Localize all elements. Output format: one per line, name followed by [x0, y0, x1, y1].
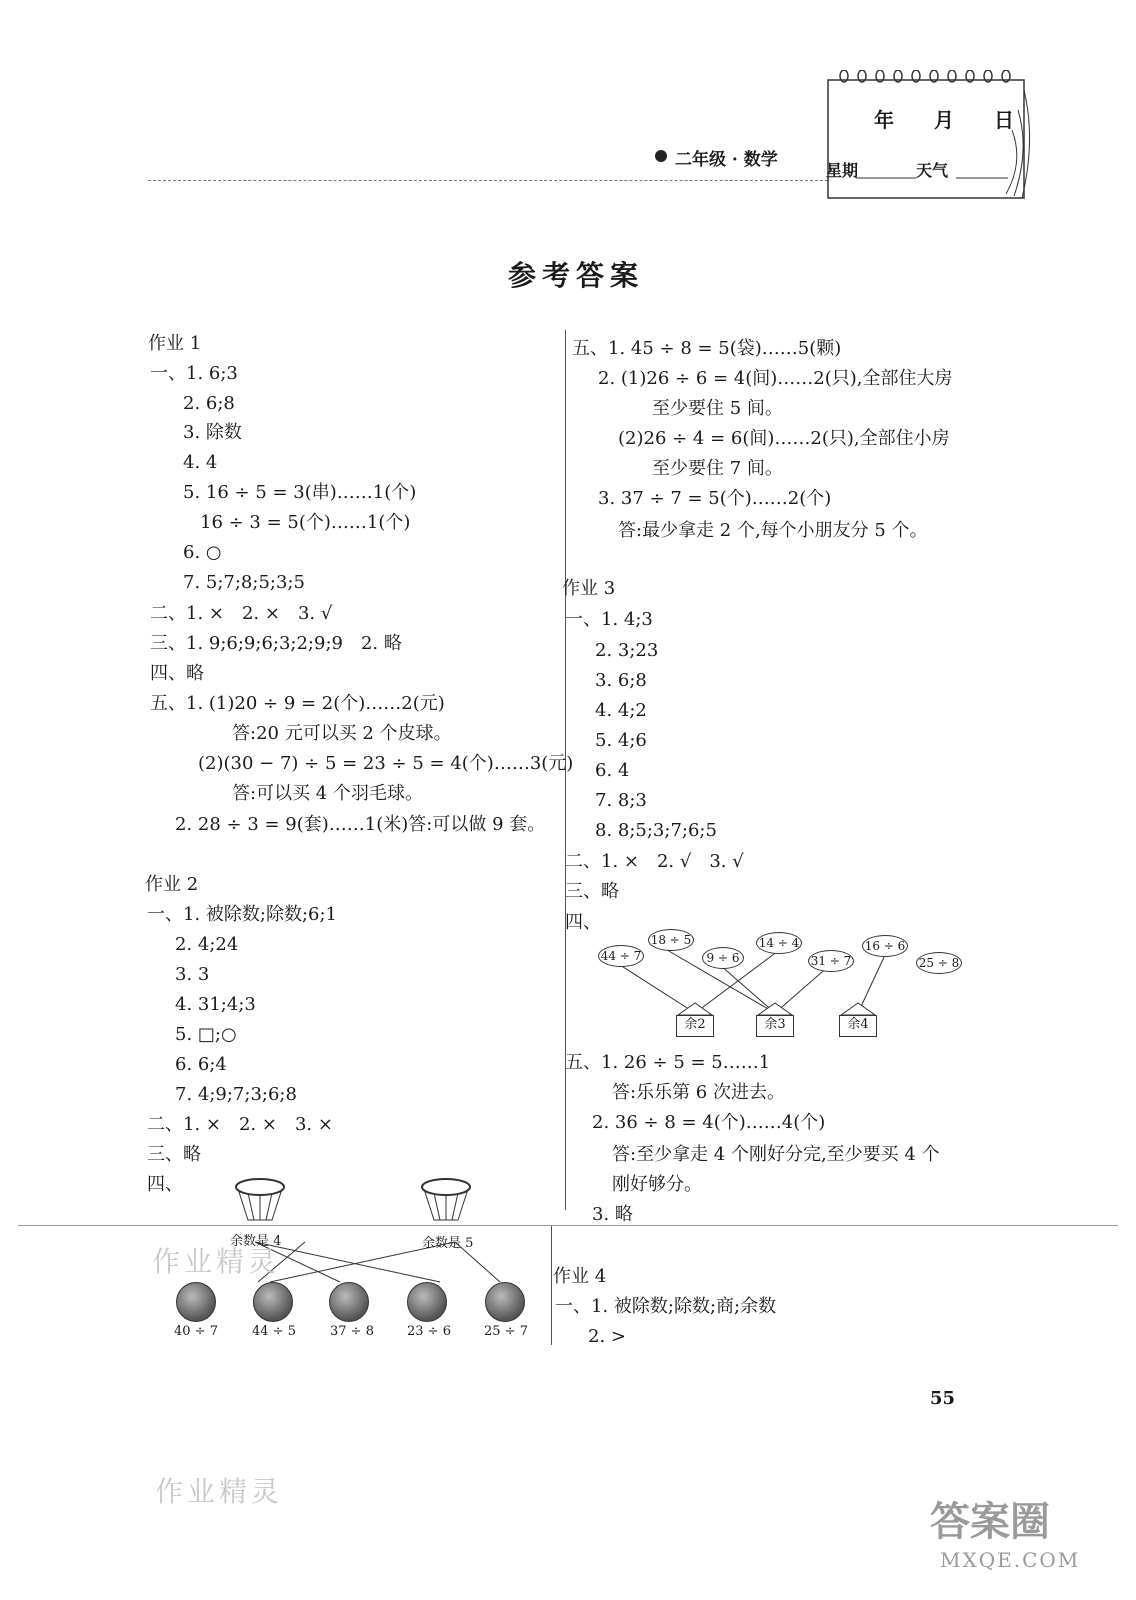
hw1-line: 二、1. × 2. × 3. √ — [150, 603, 333, 624]
division-oval: 44 ÷ 7 — [598, 945, 644, 967]
basketball-icon — [407, 1282, 447, 1322]
header-rule — [148, 180, 828, 181]
hw1-line: 16 ÷ 3 = 5(个)……1(个) — [200, 512, 411, 533]
hw1-line: 2. 28 ÷ 3 = 9(套)……1(米)答:可以做 9 套。 — [175, 814, 546, 835]
hw3-after-line: 刚好够分。 — [612, 1174, 702, 1195]
calendar-frame-icon — [826, 70, 1036, 202]
hw1-line: 五、1. (1)20 ÷ 9 = 2(个)……2(元) — [150, 693, 445, 714]
hw1-line: 一、1. 6;3 — [150, 363, 238, 384]
hw1-line: 答:可以买 4 个羽毛球。 — [232, 783, 423, 804]
hw2-line: 4. 31;4;3 — [175, 994, 256, 1015]
watermark-text: 作业精灵 — [152, 1245, 281, 1278]
basket-label: 余数是 5 — [422, 1236, 474, 1251]
basketball-icon — [176, 1282, 216, 1322]
ball-label: 25 ÷ 7 — [484, 1324, 528, 1339]
hw2-line: 5. □;○ — [175, 1024, 237, 1045]
hw4-line: 2. > — [588, 1326, 626, 1347]
division-oval: 18 ÷ 5 — [648, 929, 694, 951]
calendar-week-label: 星期 — [826, 161, 859, 180]
hw2-line: 二、1. × 2. × 3. × — [147, 1114, 333, 1135]
hw2-line: 四、 — [147, 1174, 183, 1195]
ball-label: 40 ÷ 7 — [174, 1324, 218, 1339]
division-oval: 31 ÷ 7 — [808, 950, 854, 972]
basketball-hoop-icon — [230, 1175, 290, 1230]
division-oval: 14 ÷ 4 — [756, 932, 802, 954]
grade-subject-label: 二年级 · 数学 — [675, 150, 778, 170]
hw1-line: 四、略 — [150, 663, 204, 684]
hw4-line: 一、1. 被除数;除数;商;余数 — [555, 1296, 777, 1317]
basketball-hoop-icon — [416, 1175, 476, 1230]
hw3-line: 四、 — [565, 912, 601, 933]
hw3-line: 7. 8;3 — [595, 790, 647, 811]
basketball-icon — [253, 1282, 293, 1322]
hw3-after-line: 3. 略 — [592, 1204, 633, 1225]
hw3-after-line: 答:至少拿走 4 个刚好分完,至少要买 4 个 — [612, 1144, 940, 1165]
house-remainder: 余3 — [756, 1015, 794, 1037]
hw1-line: 4. 4 — [183, 452, 218, 473]
hw3-line: 三、略 — [565, 881, 619, 902]
hw3-line: 8. 8;5;3;7;6;5 — [595, 820, 717, 841]
calendar-date: 年 月 日 — [874, 108, 1024, 132]
hw2-line: 2. 4;24 — [175, 934, 239, 955]
column-divider-lower — [551, 1225, 552, 1345]
hw2-line: 3. 3 — [175, 964, 210, 985]
hw2-line: 7. 4;9;7;3;6;8 — [175, 1084, 297, 1105]
hw3-heading: 作业 3 — [562, 578, 616, 599]
calendar-weather-label: 天气 — [916, 161, 949, 180]
header — [0, 0, 1136, 200]
page-number: 55 — [930, 1388, 956, 1409]
hw1-line: 6. ○ — [183, 542, 222, 563]
division-oval: 25 ÷ 8 — [916, 952, 962, 974]
hw1-line: 7. 5;7;8;5;3;5 — [183, 572, 305, 593]
ball-label: 37 ÷ 8 — [330, 1324, 374, 1339]
hw1-line: (2)(30 − 7) ÷ 5 = 23 ÷ 5 = 4(个)……3(元) — [198, 753, 574, 774]
hw3-line: 4. 4;2 — [595, 700, 647, 721]
hw3-line: 一、1. 4;3 — [565, 609, 653, 630]
hw2-line: 三、略 — [147, 1144, 201, 1165]
hw2-heading: 作业 2 — [145, 874, 199, 895]
right-line: 五、1. 45 ÷ 8 = 5(袋)……5(颗) — [572, 338, 842, 359]
hw1-line: 5. 16 ÷ 5 = 3(串)……1(个) — [183, 482, 417, 503]
hw2-line: 一、1. 被除数;除数;6;1 — [147, 904, 337, 925]
hw3-after-line: 答:乐乐第 6 次进去。 — [612, 1082, 785, 1103]
right-line: 至少要住 5 间。 — [652, 398, 783, 419]
hw3-after-line: 2. 36 ÷ 8 = 4(个)……4(个) — [592, 1112, 826, 1133]
calendar-widget — [826, 70, 1036, 202]
house-remainder: 余2 — [676, 1015, 714, 1037]
basket-label: 余数是 4 — [230, 1234, 282, 1249]
hw2-line: 6. 6;4 — [175, 1054, 227, 1075]
right-line: 2. (1)26 ÷ 6 = 4(间)……2(只),全部住大房 — [598, 368, 953, 389]
bullet-dot-icon — [655, 150, 667, 162]
hw1-line: 三、1. 9;6;9;6;3;2;9;9 2. 略 — [150, 633, 402, 654]
hw3-line: 3. 6;8 — [595, 670, 647, 691]
hw1-line: 答:20 元可以买 2 个皮球。 — [232, 723, 452, 744]
hw1-line: 2. 6;8 — [183, 393, 235, 414]
ball-label: 23 ÷ 6 — [407, 1324, 451, 1339]
hw3-line: 6. 4 — [595, 760, 630, 781]
right-line: 至少要住 7 间。 — [652, 458, 783, 479]
hw3-after-line: 五、1. 26 ÷ 5 = 5……1 — [565, 1052, 771, 1073]
watermark-text: 作业精灵 — [155, 1475, 284, 1508]
basketball-icon — [329, 1282, 369, 1322]
hw3-line: 5. 4;6 — [595, 730, 647, 751]
hw3-line: 2. 3;23 — [595, 640, 659, 661]
watermark-logo: 答案圈 — [930, 1498, 1050, 1545]
hw1-heading: 作业 1 — [148, 333, 202, 354]
right-line: (2)26 ÷ 4 = 6(间)……2(只),全部住小房 — [618, 428, 950, 449]
hw3-line: 二、1. × 2. √ 3. √ — [565, 851, 744, 872]
division-oval: 16 ÷ 6 — [862, 935, 908, 957]
ball-label: 44 ÷ 5 — [252, 1324, 296, 1339]
page-title: 参考答案 — [508, 259, 645, 292]
hw4-heading: 作业 4 — [553, 1266, 607, 1287]
division-oval: 9 ÷ 6 — [702, 947, 744, 969]
remainder-diagram — [590, 905, 990, 1045]
hw1-line: 3. 除数 — [183, 422, 242, 443]
right-line: 答:最少拿走 2 个,每个小朋友分 5 个。 — [618, 520, 928, 541]
house-remainder: 余4 — [839, 1015, 877, 1037]
basketball-icon — [485, 1282, 525, 1322]
watermark-url: MXQE.COM — [940, 1548, 1081, 1572]
right-line: 3. 37 ÷ 7 = 5(个)……2(个) — [598, 488, 832, 509]
